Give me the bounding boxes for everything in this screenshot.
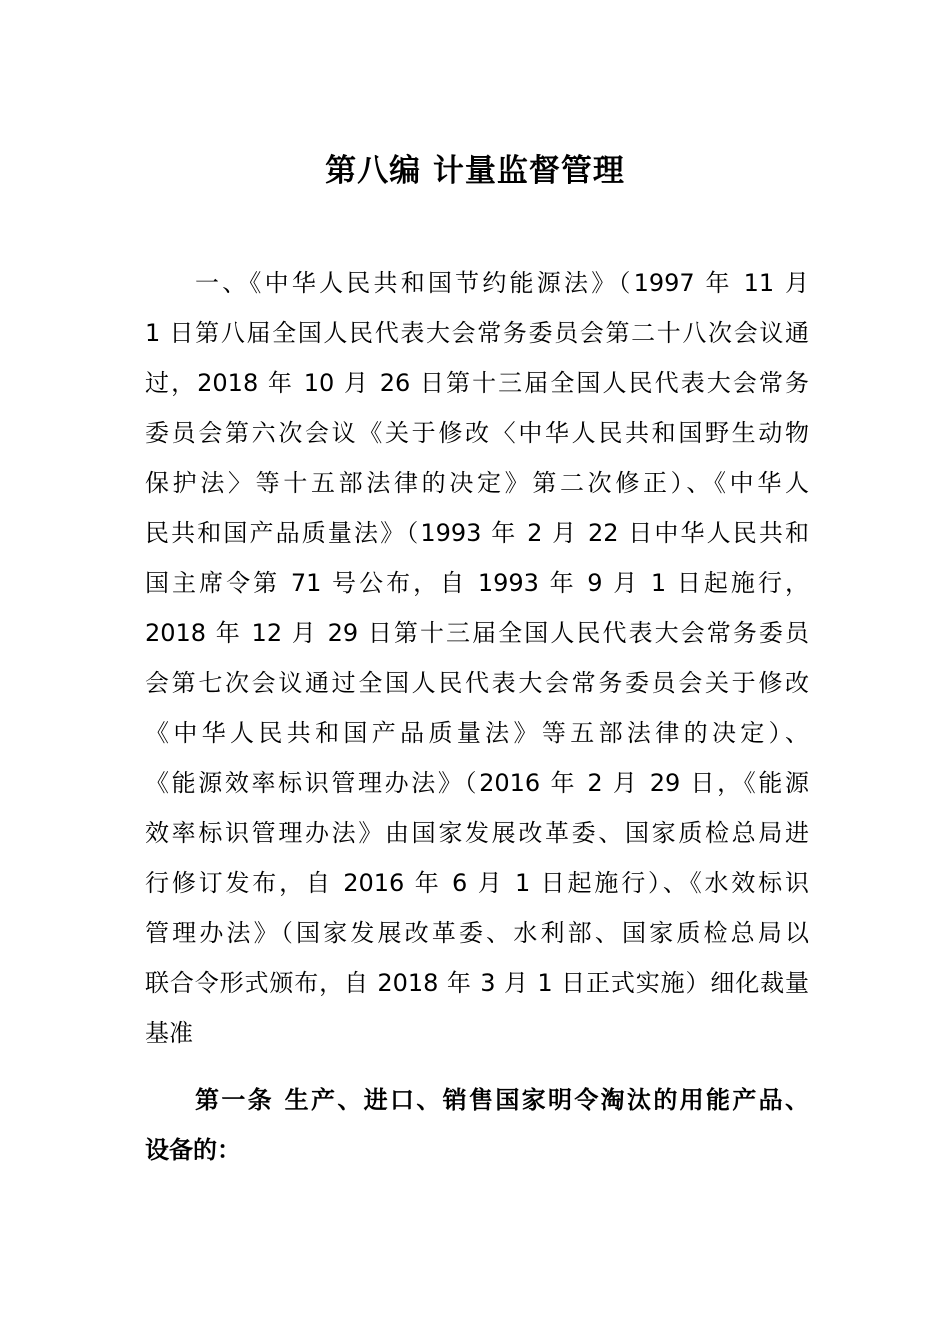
article-line: 第一条 生产、进口、销售国家明令淘汰的用能产品、	[195, 1086, 809, 1114]
paragraph-line: 1 日第八届全国人民代表大会常务委员会第二十八次会议通	[145, 319, 809, 347]
paragraph-line: 国主席令第 71 号公布，自 1993 年 9 月 1 日起施行，	[145, 569, 809, 597]
paragraph-line: 联合令形式颁布，自 2018 年 3 月 1 日正式实施）细化裁量	[145, 969, 809, 997]
paragraph-line: 民共和国产品质量法》（1993 年 2 月 22 日中华人民共和	[145, 519, 809, 547]
paragraph-legal-basis	[145, 258, 809, 1058]
article-line: 设备的：	[145, 1136, 241, 1164]
paragraph-line: 会第七次会议通过全国人民代表大会常务委员会关于修改	[145, 669, 809, 697]
paragraph-line: 保护法〉等十五部法律的决定》第二次修正）、《中华人	[145, 469, 809, 497]
paragraph-line: 过，2018 年 10 月 26 日第十三届全国人民代表大会常务	[145, 369, 809, 397]
paragraph-line: 《中华人民共和国产品质量法》等五部法律的决定）、	[145, 719, 809, 747]
paragraph-line: 效率标识管理办法》由国家发展改革委、国家质检总局进	[145, 819, 809, 847]
paragraph-line: 管理办法》（国家发展改革委、水利部、国家质检总局以	[145, 919, 809, 947]
page-title: 第八编 计量监督管理	[325, 153, 625, 189]
paragraph-line: 行修订发布，自 2016 年 6 月 1 日起施行）、《水效标识	[145, 869, 809, 897]
paragraph-line: 2018 年 12 月 29 日第十三届全国人民代表大会常务委员	[145, 619, 809, 647]
paragraph-line: 一、《中华人民共和国节约能源法》（1997 年 11 月	[195, 269, 809, 297]
paragraph-line: 委员会第六次会议《关于修改〈中华人民共和国野生动物	[145, 419, 809, 447]
paragraph-line: 《能源效率标识管理办法》（2016 年 2 月 29 日，《能源	[145, 769, 809, 797]
article-one-heading	[145, 1075, 809, 1175]
paragraph-line: 基准	[145, 1019, 193, 1047]
